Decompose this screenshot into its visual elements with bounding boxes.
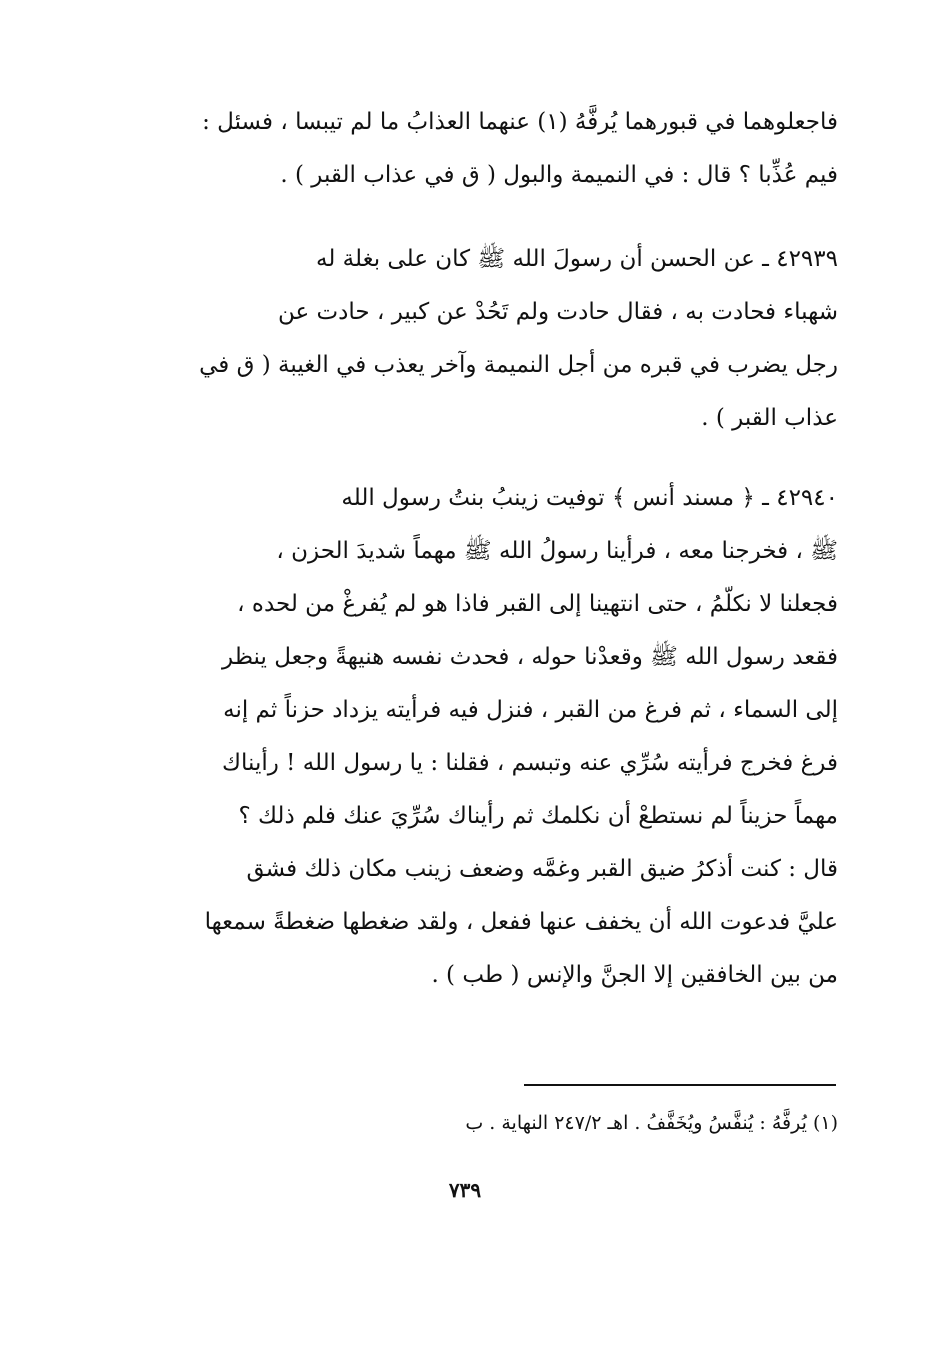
hadith-42940 xyxy=(138,472,838,1002)
text-line: فقعد رسول الله ﷺ وقعدْنا حوله ، فحدث نفسه هنيهةً وجعل ينظر xyxy=(222,644,838,670)
text-line: إلى السماء ، ثم فرغ من القبر ، فنزل فيه فرأيته يزداد حزناً ثم إنه xyxy=(223,697,838,723)
text-line: ٤٢٩٤٠ ـ ﴿ مسند أنس ﴾ توفيت زينبُ بنتُ رسول الله xyxy=(341,485,838,511)
text-line: فاجعلوهما في قبورهما يُرفَّهُ (١) عنهما العذابُ ما لم تيبسا ، فسئل : xyxy=(202,109,838,135)
text-line: فيم عُذِّبا ؟ قال : في النميمة والبول ( ق في عذاب القبر ) . xyxy=(280,162,838,188)
text-line: من بين الخافقين إلا الجنَّ والإنس ( طب ) . xyxy=(431,962,838,988)
hadith-42939 xyxy=(138,233,838,445)
footnote: (١) يُرفَّهُ : يُنفَّسُ ويُخَفَّفُ . اهـ ٢٤٧/٢ النهاية . ب xyxy=(465,1112,838,1134)
text-line: ﷺ ، فخرجنا معه ، فرأينا رسولُ الله ﷺ مهماً شديدَ الحزن ، xyxy=(276,538,838,564)
text-line: مهماً حزيناً لم نستطعْ أن نكلمك ثم رأيناك سُرِّيَ عنك فلم ذلك ؟ xyxy=(238,803,838,829)
text-line: ٤٢٩٣٩ ـ عن الحسن أن رسولَ الله ﷺ كان على بغلة له xyxy=(316,246,838,272)
text-line: عليَّ فدعوت الله أن يخفف عنها ففعل ، ولقد ضغطها ضغطةً سمعها xyxy=(204,909,838,935)
text-line: فرغ فخرج فرأيته سُرِّي عنه وتبسم ، فقلنا : يا رسول الله ! رأيناك xyxy=(222,750,838,776)
paragraph-continuation xyxy=(138,96,838,202)
page-number: ٧٣٩ xyxy=(448,1178,482,1202)
text-line: رجل يضرب في قبره من أجل النميمة وآخر يعذب في الغيبة ( ق في xyxy=(199,352,838,378)
footnote-divider xyxy=(524,1084,836,1086)
text-line: شهباء فحادت به ، فقال حادت ولم تَحُدْ عن كبير ، حادت عن xyxy=(277,299,838,325)
text-line: عذاب القبر ) . xyxy=(701,405,838,431)
text-line: قال : كنت أذكرُ ضيق القبر وغمَّه وضعف زينب مكان ذلك فشق xyxy=(246,856,838,882)
text-line: فجعلنا لا نكلّمُ ، حتى انتهينا إلى القبر فاذا هو لم يُفرغْ من لحده ، xyxy=(237,591,838,617)
